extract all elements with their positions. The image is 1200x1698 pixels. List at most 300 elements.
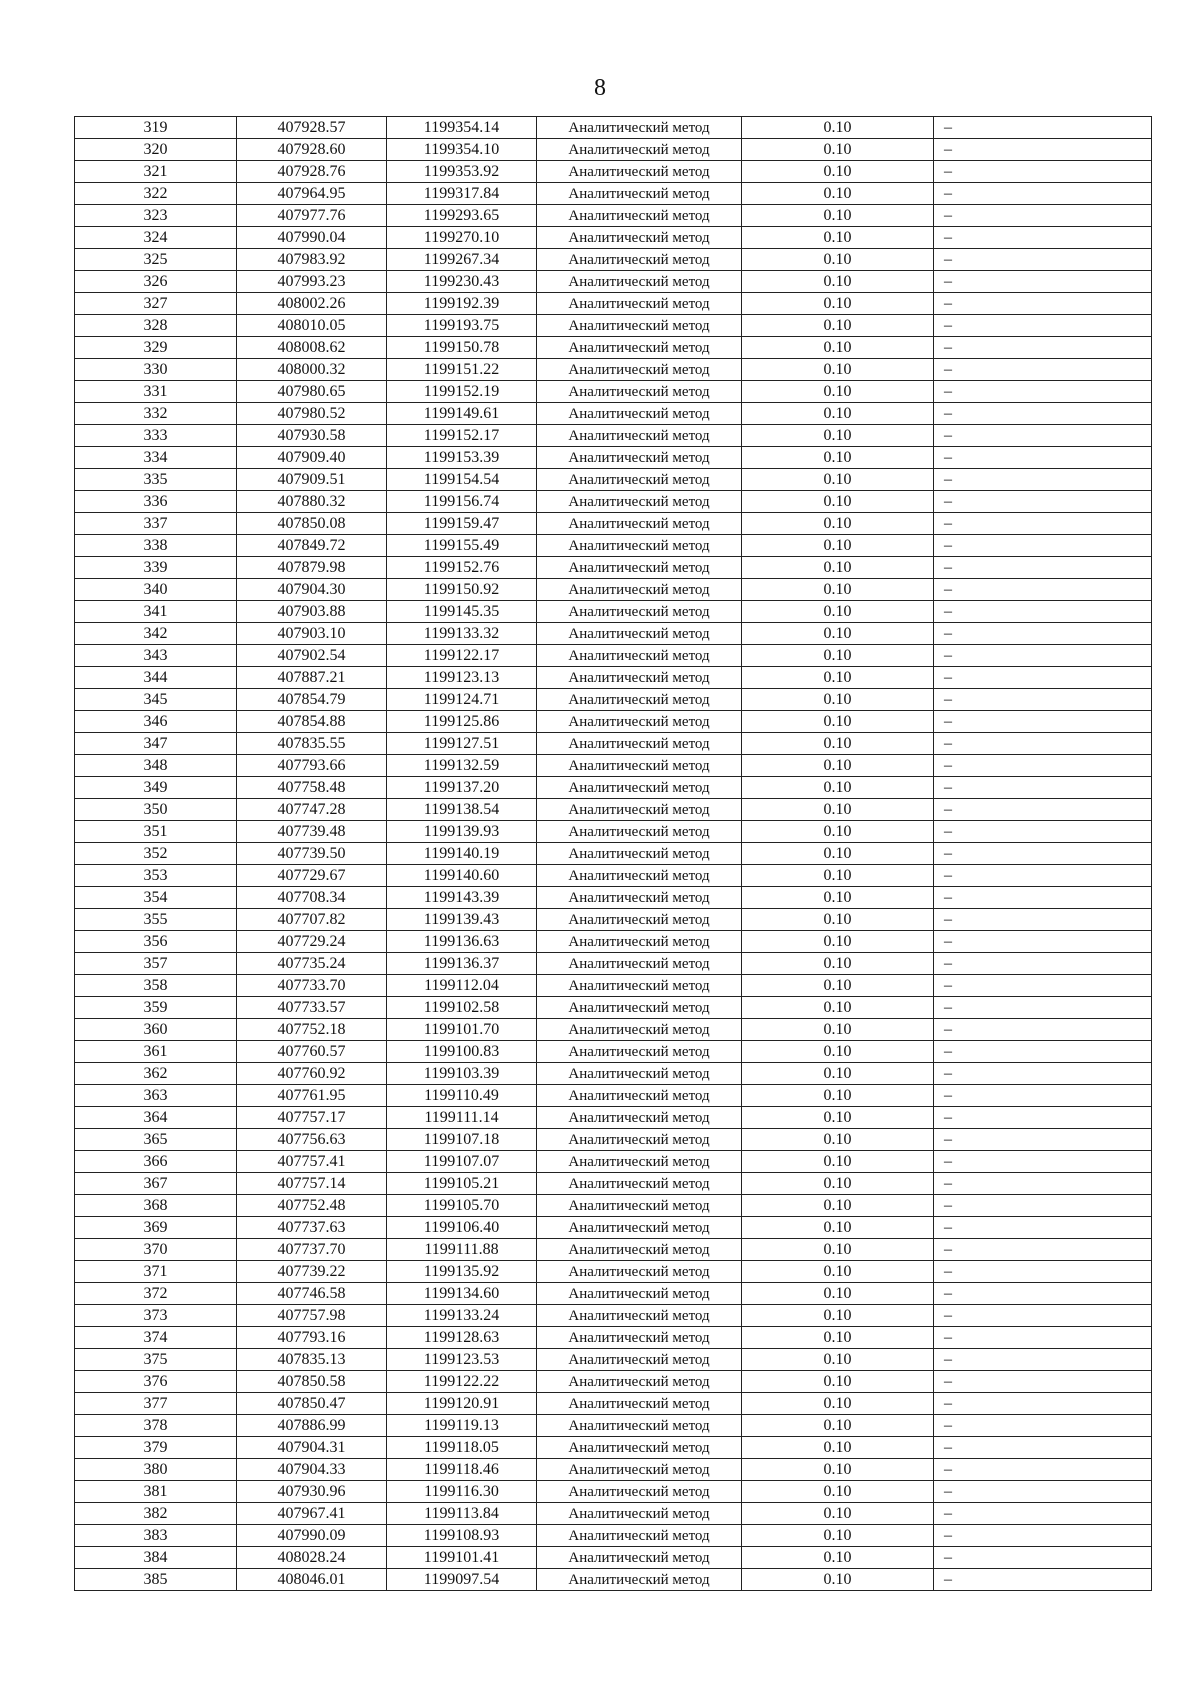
accuracy-cell: 0.10 <box>742 1129 934 1151</box>
table-row <box>75 183 1152 205</box>
y-coordinate-cell: 1199151.22 <box>387 359 537 381</box>
point-number-cell: 353 <box>75 865 237 887</box>
method-cell: Аналитический метод <box>537 1283 742 1305</box>
accuracy-cell: 0.10 <box>742 1041 934 1063</box>
x-coordinate-cell: 407729.24 <box>237 931 387 953</box>
accuracy-cell: 0.10 <box>742 667 934 689</box>
y-coordinate-cell: 1199119.13 <box>387 1415 537 1437</box>
description-cell: – <box>934 337 1152 359</box>
accuracy-cell: 0.10 <box>742 1415 934 1437</box>
y-coordinate-cell: 1199140.19 <box>387 843 537 865</box>
y-coordinate-cell: 1199102.58 <box>387 997 537 1019</box>
point-number-cell: 336 <box>75 491 237 513</box>
method-cell: Аналитический метод <box>537 447 742 469</box>
x-coordinate-cell: 407757.14 <box>237 1173 387 1195</box>
y-coordinate-cell: 1199103.39 <box>387 1063 537 1085</box>
point-number-cell: 329 <box>75 337 237 359</box>
y-coordinate-cell: 1199353.92 <box>387 161 537 183</box>
method-cell: Аналитический метод <box>537 1041 742 1063</box>
description-cell: – <box>934 117 1152 139</box>
point-number-cell: 361 <box>75 1041 237 1063</box>
accuracy-cell: 0.10 <box>742 1239 934 1261</box>
y-coordinate-cell: 1199125.86 <box>387 711 537 733</box>
point-number-cell: 338 <box>75 535 237 557</box>
x-coordinate-cell: 407993.23 <box>237 271 387 293</box>
x-coordinate-cell: 407739.48 <box>237 821 387 843</box>
point-number-cell: 331 <box>75 381 237 403</box>
description-cell: – <box>934 953 1152 975</box>
table-row <box>75 733 1152 755</box>
point-number-cell: 380 <box>75 1459 237 1481</box>
method-cell: Аналитический метод <box>537 777 742 799</box>
point-number-cell: 376 <box>75 1371 237 1393</box>
y-coordinate-cell: 1199107.07 <box>387 1151 537 1173</box>
method-cell: Аналитический метод <box>537 579 742 601</box>
description-cell: – <box>934 205 1152 227</box>
accuracy-cell: 0.10 <box>742 227 934 249</box>
method-cell: Аналитический метод <box>537 1525 742 1547</box>
point-number-cell: 351 <box>75 821 237 843</box>
method-cell: Аналитический метод <box>537 205 742 227</box>
accuracy-cell: 0.10 <box>742 1525 934 1547</box>
accuracy-cell: 0.10 <box>742 887 934 909</box>
y-coordinate-cell: 1199139.43 <box>387 909 537 931</box>
point-number-cell: 350 <box>75 799 237 821</box>
table-row <box>75 1217 1152 1239</box>
description-cell: – <box>934 975 1152 997</box>
method-cell: Аналитический метод <box>537 271 742 293</box>
method-cell: Аналитический метод <box>537 139 742 161</box>
table-row <box>75 1415 1152 1437</box>
method-cell: Аналитический метод <box>537 733 742 755</box>
x-coordinate-cell: 408008.62 <box>237 337 387 359</box>
x-coordinate-cell: 407761.95 <box>237 1085 387 1107</box>
accuracy-cell: 0.10 <box>742 689 934 711</box>
x-coordinate-cell: 407849.72 <box>237 535 387 557</box>
y-coordinate-cell: 1199107.18 <box>387 1129 537 1151</box>
point-number-cell: 377 <box>75 1393 237 1415</box>
x-coordinate-cell: 407980.52 <box>237 403 387 425</box>
description-cell: – <box>934 1481 1152 1503</box>
method-cell: Аналитический метод <box>537 645 742 667</box>
table-row <box>75 425 1152 447</box>
y-coordinate-cell: 1199133.32 <box>387 623 537 645</box>
description-cell: – <box>934 579 1152 601</box>
point-number-cell: 381 <box>75 1481 237 1503</box>
point-number-cell: 348 <box>75 755 237 777</box>
description-cell: – <box>934 227 1152 249</box>
table-row <box>75 469 1152 491</box>
point-number-cell: 345 <box>75 689 237 711</box>
accuracy-cell: 0.10 <box>742 975 934 997</box>
point-number-cell: 324 <box>75 227 237 249</box>
table-row <box>75 403 1152 425</box>
point-number-cell: 384 <box>75 1547 237 1569</box>
x-coordinate-cell: 407904.33 <box>237 1459 387 1481</box>
y-coordinate-cell: 1199152.19 <box>387 381 537 403</box>
table-row <box>75 645 1152 667</box>
table-row <box>75 1173 1152 1195</box>
description-cell: – <box>934 381 1152 403</box>
method-cell: Аналитический метод <box>537 315 742 337</box>
method-cell: Аналитический метод <box>537 161 742 183</box>
accuracy-cell: 0.10 <box>742 1393 934 1415</box>
accuracy-cell: 0.10 <box>742 909 934 931</box>
method-cell: Аналитический метод <box>537 1569 742 1591</box>
description-cell: – <box>934 1063 1152 1085</box>
method-cell: Аналитический метод <box>537 821 742 843</box>
y-coordinate-cell: 1199193.75 <box>387 315 537 337</box>
accuracy-cell: 0.10 <box>742 1547 934 1569</box>
point-number-cell: 321 <box>75 161 237 183</box>
accuracy-cell: 0.10 <box>742 755 934 777</box>
point-number-cell: 344 <box>75 667 237 689</box>
accuracy-cell: 0.10 <box>742 645 934 667</box>
x-coordinate-cell: 407903.88 <box>237 601 387 623</box>
description-cell: – <box>934 315 1152 337</box>
table-row <box>75 447 1152 469</box>
accuracy-cell: 0.10 <box>742 271 934 293</box>
description-cell: – <box>934 447 1152 469</box>
point-number-cell: 356 <box>75 931 237 953</box>
accuracy-cell: 0.10 <box>742 205 934 227</box>
description-cell: – <box>934 1459 1152 1481</box>
y-coordinate-cell: 1199120.91 <box>387 1393 537 1415</box>
description-cell: – <box>934 1151 1152 1173</box>
point-number-cell: 383 <box>75 1525 237 1547</box>
table-row <box>75 1569 1152 1591</box>
table-row <box>75 865 1152 887</box>
table-row <box>75 1349 1152 1371</box>
accuracy-cell: 0.10 <box>742 733 934 755</box>
table-row <box>75 1063 1152 1085</box>
y-coordinate-cell: 1199097.54 <box>387 1569 537 1591</box>
x-coordinate-cell: 407902.54 <box>237 645 387 667</box>
accuracy-cell: 0.10 <box>742 601 934 623</box>
y-coordinate-cell: 1199118.05 <box>387 1437 537 1459</box>
table-row <box>75 931 1152 953</box>
table-row <box>75 953 1152 975</box>
table-row <box>75 1261 1152 1283</box>
accuracy-cell: 0.10 <box>742 469 934 491</box>
table-row <box>75 799 1152 821</box>
description-cell: – <box>934 887 1152 909</box>
method-cell: Аналитический метод <box>537 1085 742 1107</box>
method-cell: Аналитический метод <box>537 1173 742 1195</box>
description-cell: – <box>934 645 1152 667</box>
method-cell: Аналитический метод <box>537 623 742 645</box>
x-coordinate-cell: 407854.88 <box>237 711 387 733</box>
x-coordinate-cell: 407737.70 <box>237 1239 387 1261</box>
table-row <box>75 117 1152 139</box>
accuracy-cell: 0.10 <box>742 535 934 557</box>
table-row <box>75 337 1152 359</box>
y-coordinate-cell: 1199123.13 <box>387 667 537 689</box>
y-coordinate-cell: 1199101.41 <box>387 1547 537 1569</box>
point-number-cell: 322 <box>75 183 237 205</box>
point-number-cell: 359 <box>75 997 237 1019</box>
description-cell: – <box>934 513 1152 535</box>
description-cell: – <box>934 1239 1152 1261</box>
table-row <box>75 975 1152 997</box>
x-coordinate-cell: 407757.98 <box>237 1305 387 1327</box>
x-coordinate-cell: 407708.34 <box>237 887 387 909</box>
method-cell: Аналитический метод <box>537 1261 742 1283</box>
method-cell: Аналитический метод <box>537 469 742 491</box>
description-cell: – <box>934 1217 1152 1239</box>
table-row <box>75 1525 1152 1547</box>
table-row <box>75 359 1152 381</box>
point-number-cell: 362 <box>75 1063 237 1085</box>
x-coordinate-cell: 407707.82 <box>237 909 387 931</box>
table-row <box>75 139 1152 161</box>
coordinates-table <box>74 116 1152 1591</box>
accuracy-cell: 0.10 <box>742 997 934 1019</box>
method-cell: Аналитический метод <box>537 1481 742 1503</box>
description-cell: – <box>934 1019 1152 1041</box>
x-coordinate-cell: 407747.28 <box>237 799 387 821</box>
method-cell: Аналитический метод <box>537 359 742 381</box>
accuracy-cell: 0.10 <box>742 1371 934 1393</box>
method-cell: Аналитический метод <box>537 843 742 865</box>
x-coordinate-cell: 407752.18 <box>237 1019 387 1041</box>
description-cell: – <box>934 535 1152 557</box>
x-coordinate-cell: 407977.76 <box>237 205 387 227</box>
description-cell: – <box>934 777 1152 799</box>
description-cell: – <box>934 909 1152 931</box>
table-row <box>75 1437 1152 1459</box>
method-cell: Аналитический метод <box>537 227 742 249</box>
point-number-cell: 332 <box>75 403 237 425</box>
y-coordinate-cell: 1199153.39 <box>387 447 537 469</box>
y-coordinate-cell: 1199139.93 <box>387 821 537 843</box>
description-cell: – <box>934 689 1152 711</box>
method-cell: Аналитический метод <box>537 887 742 909</box>
description-cell: – <box>934 161 1152 183</box>
accuracy-cell: 0.10 <box>742 491 934 513</box>
table-row <box>75 711 1152 733</box>
point-number-cell: 341 <box>75 601 237 623</box>
x-coordinate-cell: 408010.05 <box>237 315 387 337</box>
point-number-cell: 374 <box>75 1327 237 1349</box>
x-coordinate-cell: 407928.57 <box>237 117 387 139</box>
accuracy-cell: 0.10 <box>742 1481 934 1503</box>
description-cell: – <box>934 1327 1152 1349</box>
point-number-cell: 325 <box>75 249 237 271</box>
method-cell: Аналитический метод <box>537 689 742 711</box>
method-cell: Аналитический метод <box>537 1547 742 1569</box>
point-number-cell: 368 <box>75 1195 237 1217</box>
point-number-cell: 382 <box>75 1503 237 1525</box>
y-coordinate-cell: 1199134.60 <box>387 1283 537 1305</box>
table-row <box>75 1041 1152 1063</box>
point-number-cell: 367 <box>75 1173 237 1195</box>
y-coordinate-cell: 1199116.30 <box>387 1481 537 1503</box>
x-coordinate-cell: 407835.55 <box>237 733 387 755</box>
method-cell: Аналитический метод <box>537 337 742 359</box>
method-cell: Аналитический метод <box>537 249 742 271</box>
accuracy-cell: 0.10 <box>742 1459 934 1481</box>
table-row <box>75 1371 1152 1393</box>
point-number-cell: 330 <box>75 359 237 381</box>
x-coordinate-cell: 407850.47 <box>237 1393 387 1415</box>
point-number-cell: 335 <box>75 469 237 491</box>
method-cell: Аналитический метод <box>537 931 742 953</box>
method-cell: Аналитический метод <box>537 535 742 557</box>
method-cell: Аналитический метод <box>537 755 742 777</box>
accuracy-cell: 0.10 <box>742 1503 934 1525</box>
accuracy-cell: 0.10 <box>742 557 934 579</box>
method-cell: Аналитический метод <box>537 491 742 513</box>
method-cell: Аналитический метод <box>537 1305 742 1327</box>
accuracy-cell: 0.10 <box>742 1349 934 1371</box>
description-cell: – <box>934 1041 1152 1063</box>
description-cell: – <box>934 139 1152 161</box>
description-cell: – <box>934 1173 1152 1195</box>
table-row <box>75 1283 1152 1305</box>
x-coordinate-cell: 407928.76 <box>237 161 387 183</box>
point-number-cell: 352 <box>75 843 237 865</box>
method-cell: Аналитический метод <box>537 1327 742 1349</box>
description-cell: – <box>934 1107 1152 1129</box>
description-cell: – <box>934 425 1152 447</box>
x-coordinate-cell: 407880.32 <box>237 491 387 513</box>
description-cell: – <box>934 1283 1152 1305</box>
y-coordinate-cell: 1199105.21 <box>387 1173 537 1195</box>
accuracy-cell: 0.10 <box>742 1195 934 1217</box>
y-coordinate-cell: 1199137.20 <box>387 777 537 799</box>
y-coordinate-cell: 1199106.40 <box>387 1217 537 1239</box>
table-row <box>75 227 1152 249</box>
x-coordinate-cell: 407850.58 <box>237 1371 387 1393</box>
y-coordinate-cell: 1199100.83 <box>387 1041 537 1063</box>
y-coordinate-cell: 1199150.92 <box>387 579 537 601</box>
method-cell: Аналитический метод <box>537 1393 742 1415</box>
x-coordinate-cell: 407980.65 <box>237 381 387 403</box>
description-cell: – <box>934 1305 1152 1327</box>
x-coordinate-cell: 407760.92 <box>237 1063 387 1085</box>
accuracy-cell: 0.10 <box>742 403 934 425</box>
description-cell: – <box>934 1129 1152 1151</box>
description-cell: – <box>934 557 1152 579</box>
method-cell: Аналитический метод <box>537 1459 742 1481</box>
y-coordinate-cell: 1199152.17 <box>387 425 537 447</box>
y-coordinate-cell: 1199123.53 <box>387 1349 537 1371</box>
point-number-cell: 375 <box>75 1349 237 1371</box>
method-cell: Аналитический метод <box>537 865 742 887</box>
table-row <box>75 293 1152 315</box>
y-coordinate-cell: 1199267.34 <box>387 249 537 271</box>
x-coordinate-cell: 407746.58 <box>237 1283 387 1305</box>
accuracy-cell: 0.10 <box>742 117 934 139</box>
description-cell: – <box>934 1547 1152 1569</box>
table-row <box>75 381 1152 403</box>
point-number-cell: 363 <box>75 1085 237 1107</box>
point-number-cell: 334 <box>75 447 237 469</box>
x-coordinate-cell: 407850.08 <box>237 513 387 535</box>
y-coordinate-cell: 1199124.71 <box>387 689 537 711</box>
x-coordinate-cell: 407930.58 <box>237 425 387 447</box>
y-coordinate-cell: 1199111.88 <box>387 1239 537 1261</box>
method-cell: Аналитический метод <box>537 711 742 733</box>
accuracy-cell: 0.10 <box>742 1283 934 1305</box>
x-coordinate-cell: 407756.63 <box>237 1129 387 1151</box>
y-coordinate-cell: 1199317.84 <box>387 183 537 205</box>
y-coordinate-cell: 1199112.04 <box>387 975 537 997</box>
method-cell: Аналитический метод <box>537 1107 742 1129</box>
accuracy-cell: 0.10 <box>742 821 934 843</box>
method-cell: Аналитический метод <box>537 1349 742 1371</box>
x-coordinate-cell: 407854.79 <box>237 689 387 711</box>
point-number-cell: 372 <box>75 1283 237 1305</box>
method-cell: Аналитический метод <box>537 1415 742 1437</box>
accuracy-cell: 0.10 <box>742 865 934 887</box>
x-coordinate-cell: 407930.96 <box>237 1481 387 1503</box>
y-coordinate-cell: 1199118.46 <box>387 1459 537 1481</box>
x-coordinate-cell: 408000.32 <box>237 359 387 381</box>
y-coordinate-cell: 1199110.49 <box>387 1085 537 1107</box>
y-coordinate-cell: 1199149.61 <box>387 403 537 425</box>
table-row <box>75 909 1152 931</box>
description-cell: – <box>934 1085 1152 1107</box>
point-number-cell: 320 <box>75 139 237 161</box>
accuracy-cell: 0.10 <box>742 513 934 535</box>
description-cell: – <box>934 1503 1152 1525</box>
accuracy-cell: 0.10 <box>742 711 934 733</box>
method-cell: Аналитический метод <box>537 1503 742 1525</box>
description-cell: – <box>934 1525 1152 1547</box>
method-cell: Аналитический метод <box>537 513 742 535</box>
accuracy-cell: 0.10 <box>742 1327 934 1349</box>
table-row <box>75 1239 1152 1261</box>
description-cell: – <box>934 183 1152 205</box>
x-coordinate-cell: 408046.01 <box>237 1569 387 1591</box>
y-coordinate-cell: 1199133.24 <box>387 1305 537 1327</box>
method-cell: Аналитический метод <box>537 425 742 447</box>
description-cell: – <box>934 755 1152 777</box>
table-row <box>75 1481 1152 1503</box>
description-cell: – <box>934 249 1152 271</box>
x-coordinate-cell: 407886.99 <box>237 1415 387 1437</box>
y-coordinate-cell: 1199230.43 <box>387 271 537 293</box>
y-coordinate-cell: 1199140.60 <box>387 865 537 887</box>
method-cell: Аналитический метод <box>537 117 742 139</box>
description-cell: – <box>934 997 1152 1019</box>
x-coordinate-cell: 407967.41 <box>237 1503 387 1525</box>
accuracy-cell: 0.10 <box>742 249 934 271</box>
description-cell: – <box>934 667 1152 689</box>
description-cell: – <box>934 931 1152 953</box>
accuracy-cell: 0.10 <box>742 1019 934 1041</box>
y-coordinate-cell: 1199155.49 <box>387 535 537 557</box>
x-coordinate-cell: 407735.24 <box>237 953 387 975</box>
point-number-cell: 355 <box>75 909 237 931</box>
point-number-cell: 349 <box>75 777 237 799</box>
accuracy-cell: 0.10 <box>742 799 934 821</box>
table-row <box>75 997 1152 1019</box>
method-cell: Аналитический метод <box>537 953 742 975</box>
accuracy-cell: 0.10 <box>742 1151 934 1173</box>
point-number-cell: 333 <box>75 425 237 447</box>
description-cell: – <box>934 733 1152 755</box>
accuracy-cell: 0.10 <box>742 1085 934 1107</box>
table-row <box>75 1019 1152 1041</box>
point-number-cell: 378 <box>75 1415 237 1437</box>
y-coordinate-cell: 1199354.14 <box>387 117 537 139</box>
description-cell: – <box>934 271 1152 293</box>
description-cell: – <box>934 821 1152 843</box>
x-coordinate-cell: 407909.51 <box>237 469 387 491</box>
